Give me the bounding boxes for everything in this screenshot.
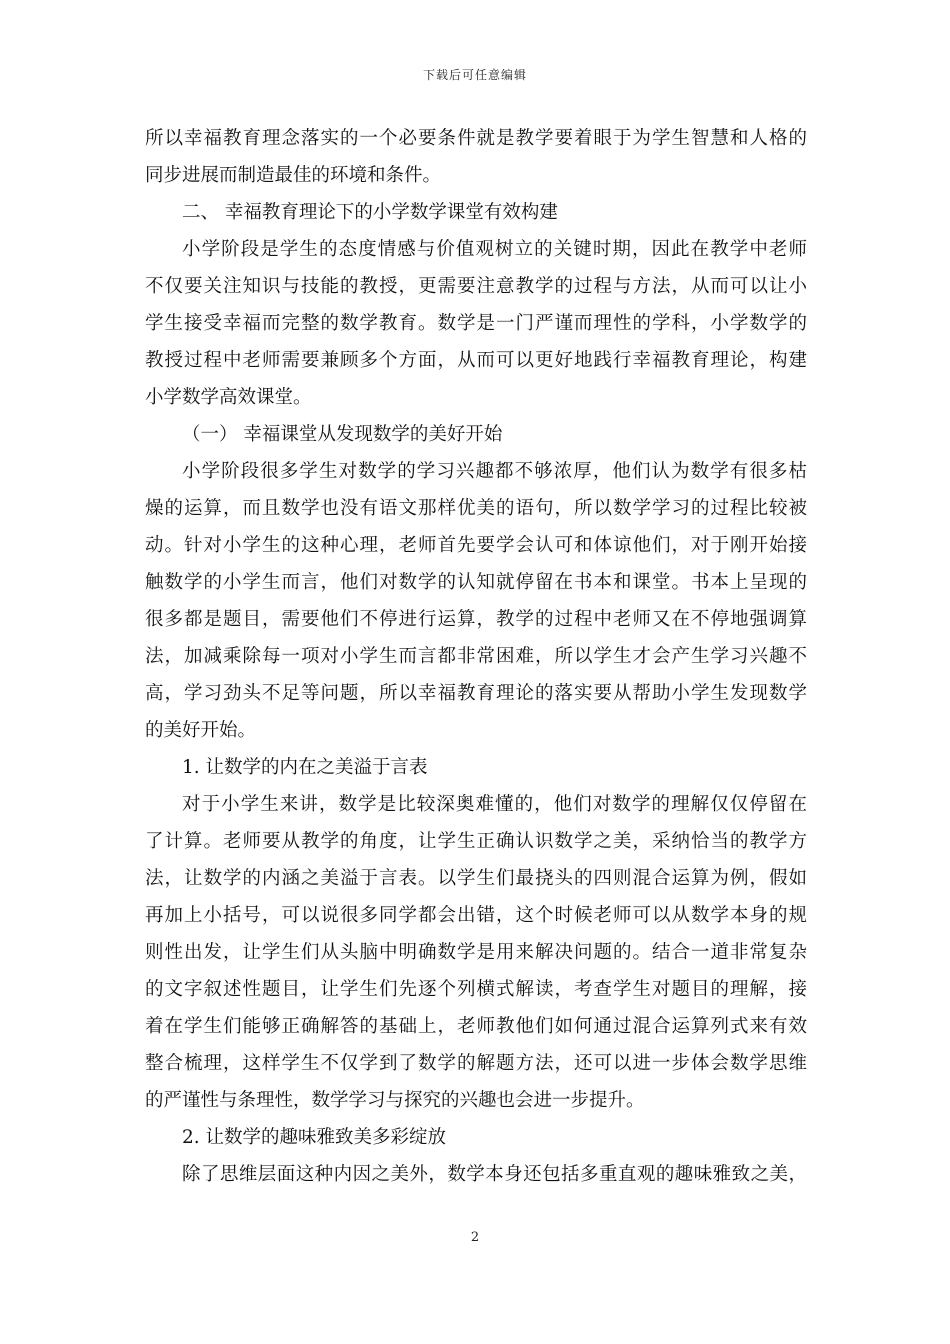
- text-line: 燥的运算，而且数学也没有语文那样优美的语句，所以数学学习的过程比较被: [145, 498, 807, 519]
- text-line: 着在学生们能够正确解答的基础上，老师教他们如何通过混合运算列式来有效: [145, 1016, 807, 1037]
- section-heading: 1. 让数学的内在之美溢于言表: [182, 757, 428, 778]
- section-heading: 二、 幸福教育理论下的小学数学课堂有效构建: [182, 202, 558, 223]
- text-line: 的文字叙述性题目，让学生们先逐个列横式解读，考查学生对题目的理解，接: [145, 979, 807, 1000]
- text-line: 的严谨性与条理性，数学学习与探究的兴趣也会进一步提升。: [145, 1090, 645, 1111]
- text-line: 小学数学高效课堂。: [145, 387, 312, 408]
- text-line: 法，加减乘除每一项对小学生而言都非常困难，所以学生才会产生学习兴趣不: [145, 646, 807, 667]
- section-heading: （一） 幸福课堂从发现数学的美好开始: [182, 424, 503, 445]
- text-line: 很多都是题目，需要他们不停进行运算，教学的过程中老师又在不停地强调算: [145, 609, 807, 630]
- text-line: 整合梳理，这样学生不仅学到了数学的解题方法，还可以进一步体会数学思维: [145, 1053, 807, 1074]
- section-heading: 2. 让数学的趣味雅致美多彩绽放: [182, 1127, 447, 1148]
- text-line: 对于小学生来讲，数学是比较深奥难懂的，他们对数学的理解仅仅停留在: [182, 794, 807, 815]
- text-line: 触数学的小学生而言，他们对数学的认知就停留在书本和课堂。书本上呈现的: [145, 572, 807, 593]
- text-line: 法，让数学的内涵之美溢于言表。以学生们最挠头的四则混合运算为例，假如: [145, 868, 807, 889]
- text-line: 教授过程中老师需要兼顾多个方面，从而可以更好地践行幸福教育理论，构建: [145, 350, 807, 371]
- text-line: 不仅要关注知识与技能的教授，更需要注意教学的过程与方法，从而可以让小: [145, 276, 807, 297]
- text-line: 学生接受幸福而完整的数学教育。数学是一门严谨而理性的学科，小学数学的: [145, 313, 807, 334]
- text-line: 小学阶段很多学生对数学的学习兴趣都不够浓厚，他们认为数学有很多枯: [182, 461, 807, 482]
- text-line: 了计算。老师要从教学的角度，让学生正确认识数学之美，采纳恰当的教学方: [145, 831, 807, 852]
- document-body: [145, 120, 807, 1193]
- text-line: 同步进展而制造最佳的环境和条件。: [145, 165, 442, 186]
- text-line: 动。针对小学生的这种心理，老师首先要学会认可和体谅他们，对于刚开始接: [145, 535, 807, 556]
- page-number: 2: [470, 1230, 480, 1245]
- page-header: 下载后可任意编辑: [422, 68, 527, 82]
- text-line: 除了思维层面这种内因之美外，数学本身还包括多重直观的趣味雅致之美，: [182, 1164, 807, 1185]
- text-line: 再加上小括号，可以说很多同学都会出错，这个时候老师可以从数学本身的规: [145, 905, 807, 926]
- text-line: 则性出发，让学生们从头脑中明确数学是用来解决问题的。结合一道非常复杂: [145, 942, 807, 963]
- text-line: 的美好开始。: [145, 720, 257, 741]
- text-line: 小学阶段是学生的态度情感与价值观树立的关键时期，因此在教学中老师: [182, 239, 807, 260]
- text-line: 所以幸福教育理念落实的一个必要条件就是教学要着眼于为学生智慧和人格的: [145, 128, 807, 149]
- text-line: 高，学习劲头不足等问题，所以幸福教育理论的落实要从帮助小学生发现数学: [145, 683, 807, 704]
